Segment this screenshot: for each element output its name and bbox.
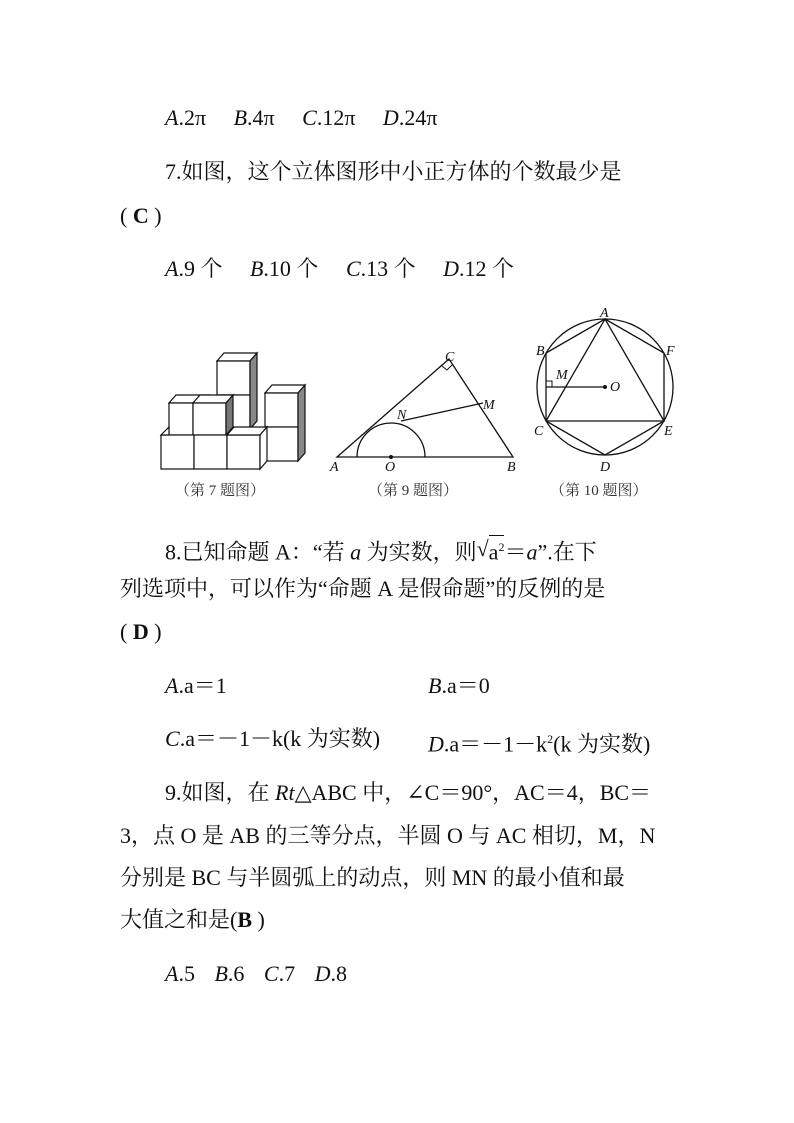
- q8-option-c: [165, 725, 380, 753]
- fig10-label-f: F: [666, 344, 675, 359]
- q9-text-a: 9.如图，在: [165, 780, 276, 805]
- q7-option-d: .12 个: [459, 256, 515, 281]
- q7-option-b: .10 个: [263, 256, 319, 281]
- q9-option-d: .8: [330, 961, 347, 986]
- fig9-segment-mn: [401, 403, 483, 421]
- q8-option-d-exp: 2: [547, 732, 554, 746]
- q9-stem-line1: [165, 779, 651, 807]
- fig10-label-e: E: [664, 424, 673, 439]
- q7-option-d-letter: D: [443, 256, 460, 281]
- q6-option-a: .2π: [178, 105, 207, 130]
- q7-option-c-letter: C: [345, 256, 361, 281]
- q9-text-b: △ABC 中，∠C＝90°，AC＝4，BC＝: [294, 780, 652, 805]
- q8-option-d-letter: D: [428, 731, 444, 757]
- q8-text-b: 为实数，则: [361, 539, 477, 565]
- fig9-label-m: M: [483, 398, 495, 413]
- q9-stem-line3: 分别是 BC 与半圆弧上的动点，则 MN 的最小值和最: [120, 865, 625, 890]
- fig9-label-n: N: [397, 408, 407, 423]
- q8-stem-line1: [165, 533, 597, 566]
- q7-option-c: .13 个: [360, 256, 416, 281]
- q8-sqrt-exp: 2: [498, 540, 505, 554]
- q9-option-b: .6: [227, 961, 245, 986]
- q8-option-b-letter: B: [428, 673, 442, 698]
- q8-text-c: ”.在下: [537, 539, 597, 565]
- fig10-label-a: A: [600, 306, 609, 321]
- q9-option-c: .7: [278, 961, 296, 986]
- q7-stem: 7.如图，这个立体图形中小正方体的个数最少是: [165, 159, 622, 184]
- fig9-label-o: O: [385, 460, 396, 475]
- q8-option-a: [165, 672, 227, 700]
- q9-text-c: 大值之和是(: [120, 907, 238, 932]
- q6-option-d-letter: D: [382, 105, 399, 130]
- q7-answer-letter: C: [132, 203, 149, 228]
- q6-options: [165, 104, 437, 132]
- q7-options: [165, 255, 514, 283]
- fig9-label-a: A: [330, 460, 339, 475]
- q8-option-b-text: .a＝0: [441, 673, 490, 698]
- figure-7-caption: （第 7 题图）: [175, 483, 266, 499]
- q9-close: ): [257, 907, 265, 932]
- q6-option-b-letter: B: [233, 105, 248, 130]
- figure-9-triangle: [325, 345, 525, 475]
- q9-options: [165, 960, 347, 988]
- q6-option-a-letter: A: [165, 105, 179, 130]
- q9-option-b-letter: B: [214, 961, 228, 986]
- q6-option-d: .24π: [398, 105, 438, 130]
- q8-var-a2: a: [526, 539, 538, 565]
- q9-option-a: .5: [178, 961, 195, 986]
- q8-option-a-text: .a＝1: [178, 673, 227, 698]
- q8-answer-letter: D: [132, 619, 149, 644]
- figure-9-caption: （第 9 题图）: [368, 483, 459, 499]
- q7-option-a: .9 个: [178, 256, 223, 281]
- q7-option-a-letter: A: [165, 256, 179, 281]
- q8-option-b: [428, 672, 490, 700]
- fig10-label-o: O: [610, 380, 621, 395]
- fig10-label-m: M: [556, 368, 568, 383]
- figure-10-caption: （第 10 题图）: [550, 483, 648, 499]
- q9-stem-line2: 3，点 O 是 AB 的三等分点，半圆 O 与 AC 相切，M，N: [120, 823, 656, 848]
- q8-text-a: 8.已知命题 A：“若: [165, 539, 351, 565]
- q8-option-d-text: .a＝－1－k: [443, 731, 548, 757]
- q6-option-c: .12π: [316, 105, 356, 130]
- fig10-label-b: B: [536, 344, 545, 359]
- q6-option-c-letter: C: [302, 105, 317, 130]
- q8-option-a-letter: A: [165, 673, 179, 698]
- q8-option-d-post: (k 为实数): [553, 731, 651, 757]
- q8-option-d: [428, 725, 650, 758]
- q8-var-a: a: [350, 539, 362, 565]
- q9-option-d-letter: D: [314, 961, 331, 986]
- figure-10-circle: [530, 305, 680, 475]
- q9-rt: Rt: [275, 780, 295, 805]
- q8-sqrt: [477, 533, 505, 566]
- q8-option-c-text: .a＝－1－k(k 为实数): [179, 726, 381, 751]
- q9-stem-line4: [120, 906, 265, 934]
- q8-stem-line2: 列选项中，可以作为“命题 A 是假命题”的反例的是: [120, 576, 606, 601]
- q9-answer-letter: B: [237, 907, 253, 932]
- q7-answer: ( C ): [120, 203, 162, 228]
- figure-7-cubes: [155, 345, 315, 475]
- q8-equals: ＝: [504, 539, 527, 565]
- q9-option-a-letter: A: [165, 961, 179, 986]
- q8-answer: ( D ): [120, 619, 162, 644]
- q7-option-b-letter: B: [249, 256, 264, 281]
- fig10-label-d: D: [600, 460, 611, 475]
- fig9-label-b: B: [507, 460, 516, 475]
- q8-option-c-letter: C: [165, 726, 180, 751]
- fig9-label-c: C: [445, 350, 455, 365]
- q8-sqrt-base: a: [488, 539, 499, 565]
- sqrt-icon: √: [476, 536, 489, 561]
- fig10-label-c: C: [534, 424, 544, 439]
- q9-option-c-letter: C: [263, 961, 279, 986]
- q6-option-b: .4π: [247, 105, 275, 130]
